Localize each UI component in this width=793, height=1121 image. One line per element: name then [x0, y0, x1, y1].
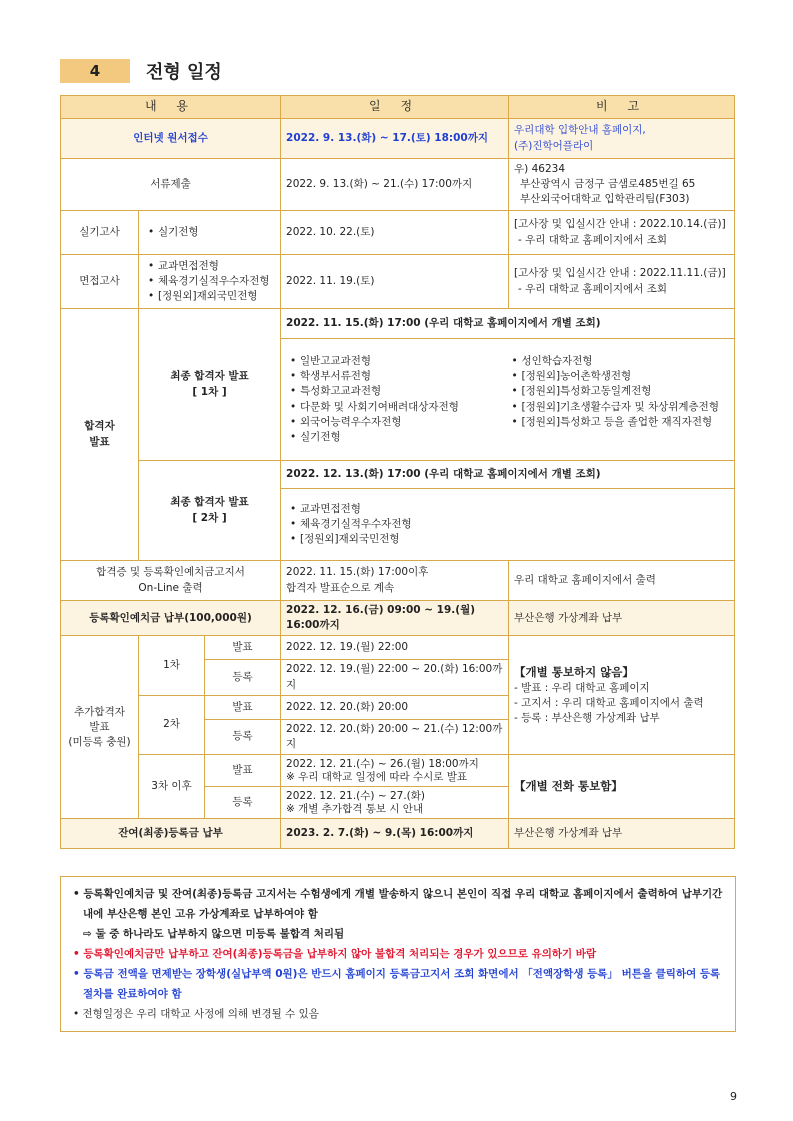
balance-label: 잔여(최종)등록금 납부 [61, 819, 281, 849]
certificate-date: 2022. 11. 15.(화) 17:00이후 합격자 발표순으로 계속 [281, 561, 509, 601]
note-2: • 등록확인예치금만 납부하고 잔여(최종)등록금을 납부하지 않아 불합격 처리되는 경우가 있으므로 유의하기 바람 [73, 947, 597, 960]
result-label: 합격자 발표 [61, 309, 139, 561]
result-first-list: • 일반고교과전형 • 학생부서류전형 • 특성화고교과전형 • 다문화 및 사회기여배려대상자전형 • 외국어능력우수자전형 • 실기전형 • 성인학습자전형 • [정원외]농어촌학생전형 • [정원외]특성화고동일계전형 • [정원외]기초생활수급자 및 차상위계층전형 • [정원외]특성화고 등을 졸업한 재직자전형 [281, 339, 735, 461]
round1-label: 1차 [139, 636, 205, 695]
round3-announce-date: 2022. 12. 21.(수) ~ 26.(월) 18:00까지 ※ 우리 대학교 일정에 따라 수시로 발표 [281, 755, 509, 787]
certificate-note: 우리 대학교 홈페이지에서 출력 [509, 561, 735, 601]
deposit-note: 부산은행 가상계좌 납부 [509, 601, 735, 636]
additional-label: 추가합격자 발표 (미등록 충원) [61, 636, 139, 819]
interview-date: 2022. 11. 19.(토) [281, 255, 509, 309]
section-number: 4 [60, 59, 130, 83]
docs-note: 우) 46234 부산광역시 금정구 금샘로485번길 65 부산외국어대학교 입학관리팀(F303) [509, 159, 735, 211]
certificate-label: 합격증 및 등록확인예치금고지서 On-Line 출력 [61, 561, 281, 601]
round1-register-date: 2022. 12. 19.(월) 22:00 ~ 20.(화) 16:00까지 [281, 660, 509, 695]
round3-announce: 발표 [205, 755, 281, 787]
additional-note-a: 【개별 통보하지 않음】 - 발표 : 우리 대학교 홈페이지 - 고지서 : 우리 대학교 홈페이지에서 출력 - 등록 : 부산은행 가상계좌 납부 [509, 636, 735, 755]
round3-register-date: 2022. 12. 21.(수) ~ 27.(화) ※ 개별 추가합격 통보 시 안내 [281, 787, 509, 819]
round2-announce: 발표 [205, 695, 281, 719]
page-number: 9 [730, 1090, 737, 1103]
result-first-label: 최종 합격자 발표 [ 1차 ] [139, 309, 281, 461]
docs-date: 2022. 9. 13.(화) ~ 21.(수) 17:00까지 [281, 159, 509, 211]
round3-register: 등록 [205, 787, 281, 819]
notes-box [60, 876, 736, 1032]
interview-label: 면접고사 [61, 255, 139, 309]
round2-announce-date: 2022. 12. 20.(화) 20:00 [281, 695, 509, 719]
note-1b: ⇨ 둘 중 하나라도 납부하지 않으면 미등록 불합격 처리됨 [83, 927, 345, 940]
header-content: 내 용 [61, 96, 281, 119]
result-first-date: 2022. 11. 15.(화) 17:00 (우리 대학교 홈페이지에서 개별 조회) [281, 309, 735, 339]
deposit-date: 2022. 12. 16.(금) 09:00 ~ 19.(월) 16:00까지 [281, 601, 509, 636]
round1-announce: 발표 [205, 636, 281, 660]
balance-date: 2023. 2. 7.(화) ~ 9.(목) 16:00까지 [281, 819, 509, 849]
note-3: • 등록금 전액을 면제받는 장학생(실납부액 0원)은 반드시 홈페이지 등록금고지서 조회 화면에서 「전액장학생 등록」 버튼을 클릭하여 등록절차를 완료하여야 함 [73, 967, 721, 1000]
note-1: • 등록확인예치금 및 잔여(최종)등록금 고지서는 수험생에게 개별 발송하지 않으니 본인이 직접 우리 대학교 홈페이지에서 출력하여 납부기간 내에 부산은행 본인 고유 가상계좌로 납부하여야 함 [73, 888, 723, 920]
note-4: • 전형일정은 우리 대학교 사정에 의해 변경될 수 있음 [73, 1007, 319, 1020]
interview-items: • 교과면접전형 • 체육경기실적우수자전형 • [정원외]재외국민전형 [139, 255, 281, 309]
schedule-table [60, 95, 735, 849]
result-second-date: 2022. 12. 13.(화) 17:00 (우리 대학교 홈페이지에서 개별 조회) [281, 461, 735, 489]
internet-label: 인터넷 원서접수 [61, 119, 281, 159]
docs-label: 서류제출 [61, 159, 281, 211]
interview-note: [고사장 및 입실시간 안내 : 2022.11.11.(금)] - 우리 대학교 홈페이지에서 조회 [509, 255, 735, 309]
section-header [60, 58, 222, 84]
round2-register: 등록 [205, 719, 281, 754]
round2-label: 2차 [139, 695, 205, 754]
round3-label: 3차 이후 [139, 755, 205, 819]
round2-register-date: 2022. 12. 20.(화) 20:00 ~ 21.(수) 12:00까지 [281, 719, 509, 754]
header-schedule: 일 정 [281, 96, 509, 119]
result-second-label: 최종 합격자 발표 [ 2차 ] [139, 461, 281, 561]
practical-note: [고사장 및 입실시간 안내 : 2022.10.14.(금)] - 우리 대학교 홈페이지에서 조회 [509, 211, 735, 255]
practical-date: 2022. 10. 22.(토) [281, 211, 509, 255]
practical-label: 실기고사 [61, 211, 139, 255]
round1-register: 등록 [205, 660, 281, 695]
practical-item: • 실기전형 [139, 211, 281, 255]
result-second-list: • 교과면접전형 • 체육경기실적우수자전형 • [정원외]재외국민전형 [281, 489, 735, 561]
section-title: 전형 일정 [146, 62, 222, 83]
balance-note: 부산은행 가상계좌 납부 [509, 819, 735, 849]
additional-note-b: 【개별 전화 통보함】 [509, 755, 735, 819]
internet-note: 우리대학 입학안내 홈페이지, (주)진학어플라이 [509, 119, 735, 159]
round1-announce-date: 2022. 12. 19.(월) 22:00 [281, 636, 509, 660]
internet-date: 2022. 9. 13.(화) ~ 17.(토) 18:00까지 [281, 119, 509, 159]
header-note: 비 고 [509, 96, 735, 119]
deposit-label: 등록확인예치금 납부(100,000원) [61, 601, 281, 636]
